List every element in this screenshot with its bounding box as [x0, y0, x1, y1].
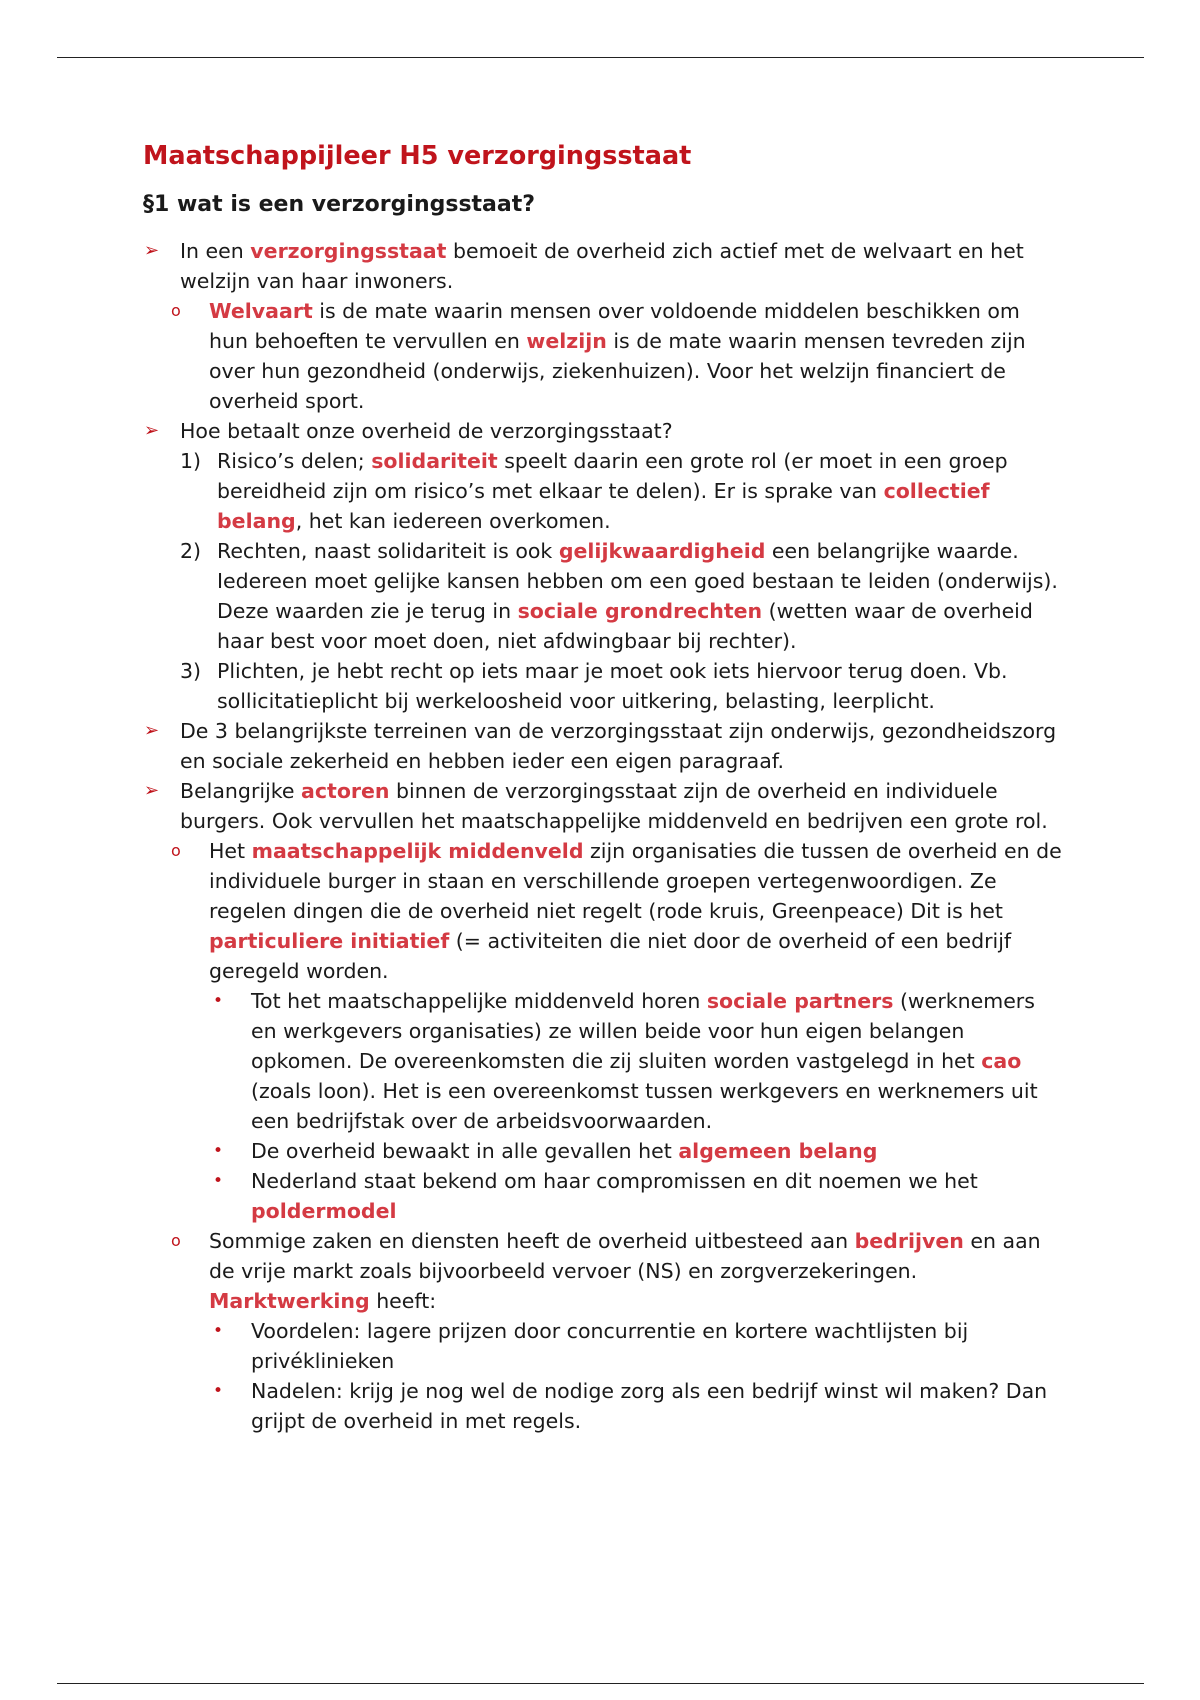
text: De overheid bewaakt in alle gevallen het	[251, 1139, 679, 1163]
document-title: Maatschappijleer H5 verzorgingsstaat	[143, 141, 692, 171]
text: en aan de vrije markt zoals bijvoorbeeld vervoer (NS) en zorgverzekeringen.	[209, 1229, 1041, 1283]
text: , het kan iedereen overkomen.	[295, 509, 611, 533]
section-heading: §1 wat is een verzorgingsstaat?	[143, 192, 536, 217]
keyword: sociale partners	[706, 989, 894, 1013]
circle-bullet-icon: o	[171, 1231, 181, 1250]
arrow-bullet-icon: ➢	[144, 720, 160, 741]
bottom-rule	[57, 1683, 1144, 1684]
list-item	[143, 1376, 1063, 1436]
keyword: Marktwerking	[209, 1289, 370, 1313]
text: is de mate waarin mensen over voldoende middelen beschikken om hun behoeften te vervullen en	[209, 299, 1020, 353]
keyword: welzijn	[526, 329, 607, 353]
list-number: 3)	[180, 659, 202, 683]
text: binnen de verzorgingsstaat zijn de overheid en individuele burgers. Ook vervullen het maatschappelijke middenveld en bedrijven een grote rol.	[180, 779, 1048, 833]
arrow-bullet-icon: ➢	[144, 420, 160, 441]
keyword: particuliere initiatief	[209, 929, 450, 953]
text: Hoe betaalt onze overheid de verzorgingsstaat?	[180, 419, 673, 443]
top-rule	[57, 57, 1144, 58]
text: (wetten waar de overheid haar best voor moet doen, niet afdwingbaar bij rechter).	[217, 599, 1033, 653]
list-item	[143, 1166, 1063, 1226]
text: zijn organisaties die tussen de overheid en de individuele burger in staan en verschillende groepen vertegenwoordigen. Ze regelen dingen die de overheid niet regelt (rode kruis, Greenpeace) Dit is het	[209, 839, 1062, 923]
numbered-item	[143, 656, 1063, 716]
list-item	[143, 416, 1063, 446]
list-item	[143, 236, 1063, 296]
list-item	[143, 836, 1063, 986]
text: Nadelen: krijg je nog wel de nodige zorg als een bedrijf winst wil maken? Dan grijpt de overheid in met regels.	[251, 1379, 1048, 1433]
text: Plichten, je hebt recht op iets maar je moet ook iets hiervoor terug doen. Vb. sollicitatieplicht bij werkeloosheid voor uitkering, belasting, leerplicht.	[217, 659, 1008, 713]
text: (zoals loon). Het is een overeenkomst tussen werkgevers en werknemers uit een bedrijfstak over de arbeidsvoorwaarden.	[251, 1079, 1038, 1133]
circle-bullet-icon: o	[171, 841, 181, 860]
keyword: Welvaart	[209, 299, 313, 323]
arrow-bullet-icon: ➢	[144, 780, 160, 801]
text: heeft:	[369, 1289, 437, 1313]
text: In een	[180, 239, 251, 263]
text: Risico’s delen;	[217, 449, 372, 473]
text: Sommige zaken en diensten heeft de overheid uitbesteed aan	[209, 1229, 855, 1253]
text: Het	[209, 839, 252, 863]
list-item	[143, 1316, 1063, 1376]
circle-bullet-icon: o	[171, 301, 181, 320]
keyword: bedrijven	[854, 1229, 964, 1253]
text: Nederland staat bekend om haar compromissen en dit noemen we het	[251, 1169, 978, 1193]
text: Tot het maatschappelijke middenveld horen	[251, 989, 707, 1013]
numbered-item	[143, 446, 1063, 536]
text: bemoeit de overheid zich actief met de welvaart en het welzijn van haar inwoners.	[180, 239, 1024, 293]
keyword: actoren	[301, 779, 390, 803]
document-page	[143, 138, 1063, 1436]
dot-bullet-icon: •	[213, 1141, 224, 1161]
arrow-bullet-icon: ➢	[144, 240, 160, 261]
text: Rechten, naast solidariteit is ook	[217, 539, 559, 563]
keyword: gelijkwaardigheid	[558, 539, 766, 563]
dot-bullet-icon: •	[213, 1381, 224, 1401]
text: speelt daarin een grote rol (er moet in een groep bereidheid zijn om risico’s met elkaar te delen). Er is sprake van	[217, 449, 1008, 503]
keyword: collectief belang	[217, 479, 990, 533]
list-item	[143, 776, 1063, 836]
text: is de mate waarin mensen tevreden zijn over hun gezondheid (onderwijs, ziekenhuizen). Voor het welzijn financiert de overheid sport.	[209, 329, 1026, 413]
text: (= activiteiten die niet door de overheid of een bedrijf geregeld worden.	[209, 929, 1012, 983]
text: Voordelen: lagere prijzen door concurrentie en kortere wachtlijsten bij privéklinieken	[251, 1319, 969, 1373]
list-item	[143, 1136, 1063, 1166]
keyword: poldermodel	[251, 1199, 397, 1223]
text: Belangrijke	[180, 779, 302, 803]
keyword: cao	[981, 1049, 1022, 1073]
numbered-item	[143, 536, 1063, 656]
dot-bullet-icon: •	[213, 1321, 224, 1341]
list-item	[143, 296, 1063, 416]
list-number: 1)	[180, 449, 202, 473]
text: (werknemers en werkgevers organisaties) ze willen beide voor hun eigen belangen opkomen. De overeenkomsten die zij sluiten worden vastgelegd in het	[251, 989, 1035, 1073]
keyword: verzorgingsstaat	[250, 239, 447, 263]
dot-bullet-icon: •	[213, 991, 224, 1011]
text: De 3 belangrijkste terreinen van de verzorgingsstaat zijn onderwijs, gezondheidszorg en sociale zekerheid en hebben ieder een eigen paragraaf.	[180, 719, 1057, 773]
list-item	[143, 716, 1063, 776]
text: een belangrijke waarde. Iedereen moet gelijke kansen hebben om een goed bestaan te leiden (onderwijs). Deze waarden zie je terug in	[217, 539, 1058, 623]
list-number: 2)	[180, 539, 202, 563]
list-item	[143, 1226, 1063, 1316]
keyword: algemeen belang	[678, 1139, 878, 1163]
keyword: solidariteit	[371, 449, 498, 473]
keyword: maatschappelijk middenveld	[251, 839, 584, 863]
dot-bullet-icon: •	[213, 1171, 224, 1191]
keyword: sociale grondrechten	[517, 599, 763, 623]
list-item	[143, 986, 1063, 1136]
